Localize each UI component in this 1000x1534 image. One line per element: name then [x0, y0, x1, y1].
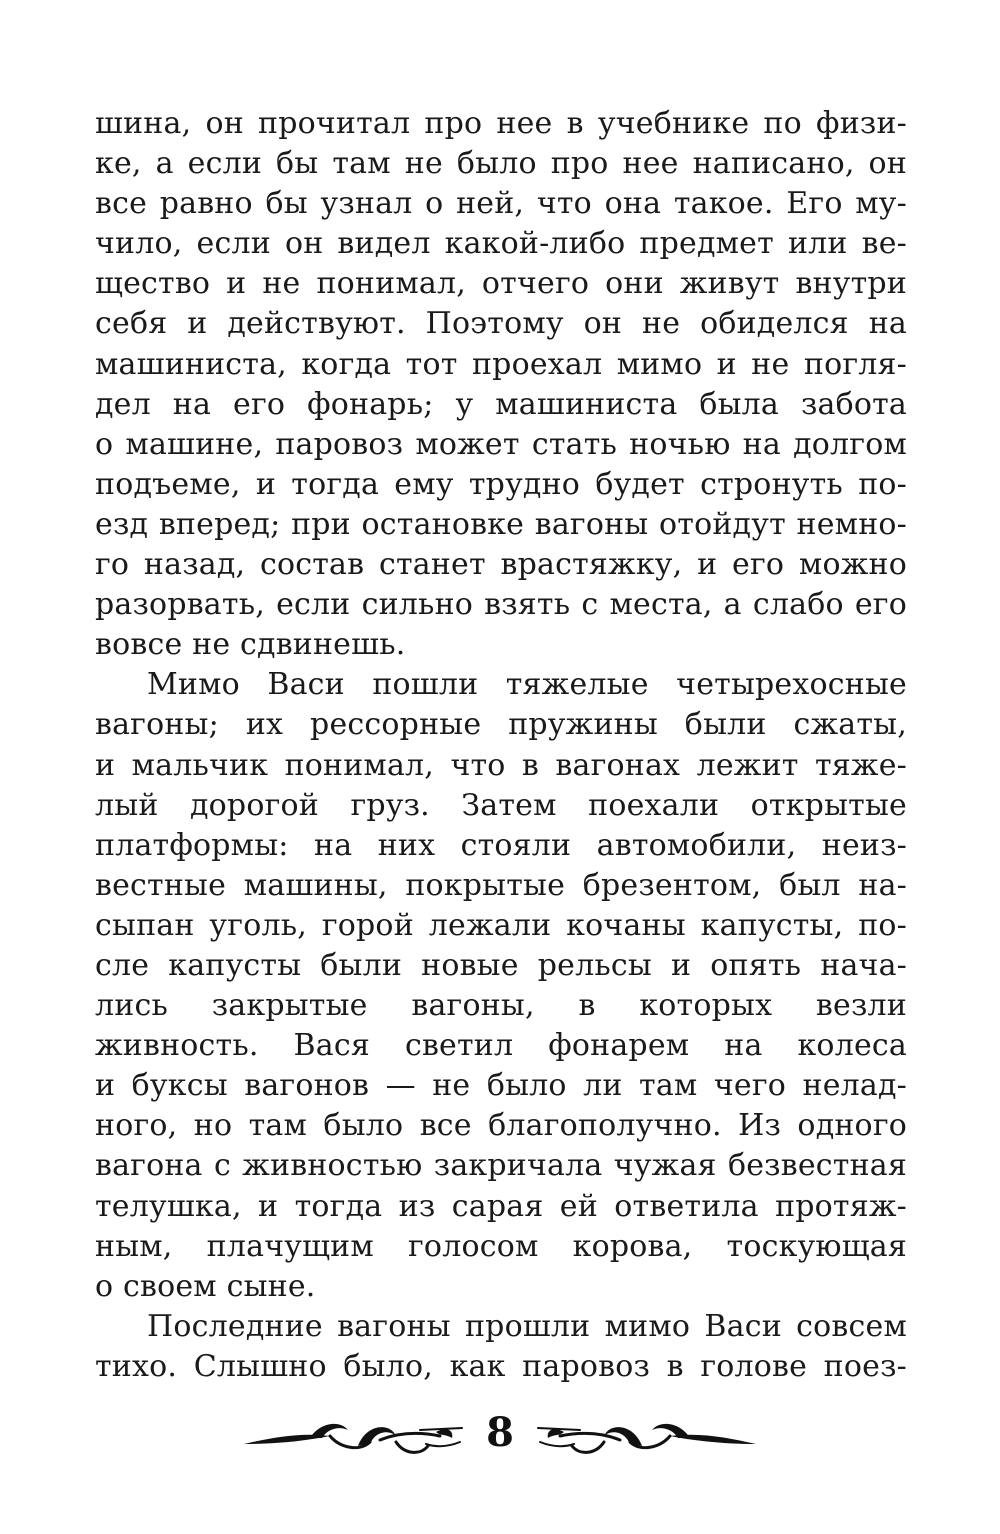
text-line: сыпан уголь, горой лежали кочаны капусты, по-	[95, 907, 907, 943]
text-line: вагона с живностью закричала чужая безвестная	[95, 1148, 907, 1184]
text-line: и мальчик понимал, что в вагонах лежит тяже-	[95, 747, 907, 783]
text-line: платформы: на них стояли автомобили, неиз-	[95, 827, 907, 863]
text-line: шина, он прочитал про нее в учебнике по физи-	[95, 106, 907, 141]
text-line: разорвать, если сильно взять с места, а слабо его	[95, 587, 907, 623]
text-line-paragraph-start: Последние вагоны прошли мимо Васи совсем	[147, 1308, 907, 1344]
text-line: езд вперед; при остановке вагоны отойдут немно-	[95, 506, 907, 542]
text-line: сле капусты были новые рельсы и опять нача-	[95, 947, 907, 983]
text-line: телушка, и тогда из сарая ей ответила протяж-	[95, 1188, 907, 1224]
text-line: щество и не понимал, отчего они живут внутри	[95, 266, 907, 302]
text-line: о своем сыне.	[95, 1268, 316, 1304]
left-flourish-ornament	[240, 1402, 465, 1472]
text-line: вестные машины, покрытые брезентом, был на-	[95, 867, 907, 903]
text-line: о машине, паровоз может стать ночью на долгом	[95, 426, 907, 462]
text-line: тихо. Слышно было, как паровоз в голове поез-	[95, 1348, 907, 1384]
body-text	[95, 104, 907, 1387]
page-footer	[0, 1402, 1000, 1482]
text-line: чило, если он видел какой-либо предмет или ве-	[95, 226, 907, 262]
text-line: и буксы вагонов — не было ли там чего нелад-	[95, 1068, 907, 1104]
text-line: подъеме, и тогда ему трудно будет стронуть по-	[95, 466, 907, 502]
text-line: себя и действуют. Поэтому он не обиделся на	[95, 306, 907, 342]
text-line: ке, а если бы там не было про нее написано, он	[95, 146, 907, 182]
text-line: го назад, состав станет врастяжку, и его можно	[95, 547, 907, 583]
text-line: лый дорогой груз. Затем поехали открытые	[95, 787, 907, 823]
text-line: машиниста, когда тот проехал мимо и не погля-	[95, 346, 907, 382]
text-line: вовсе не сдвинешь.	[95, 627, 406, 663]
text-line: ного, но там было все благополучно. Из одного	[95, 1108, 907, 1144]
text-line: лись закрытые вагоны, в которых везли	[95, 988, 907, 1024]
text-line-paragraph-start: Мимо Васи пошли тяжелые четырехосные	[147, 667, 907, 703]
text-line: дел на его фонарь; у машиниста была забота	[95, 386, 907, 422]
text-line: ным, плачущим голосом корова, тоскующая	[95, 1228, 907, 1264]
text-line: все равно бы узнал о ней, что она такое. Его му-	[95, 186, 907, 222]
text-line: живность. Вася светил фонарем на колеса	[95, 1028, 907, 1064]
text-line: вагоны; их рессорные пружины были сжаты,	[95, 707, 907, 743]
page-number: 8	[486, 1409, 514, 1456]
right-flourish-ornament	[535, 1402, 760, 1472]
